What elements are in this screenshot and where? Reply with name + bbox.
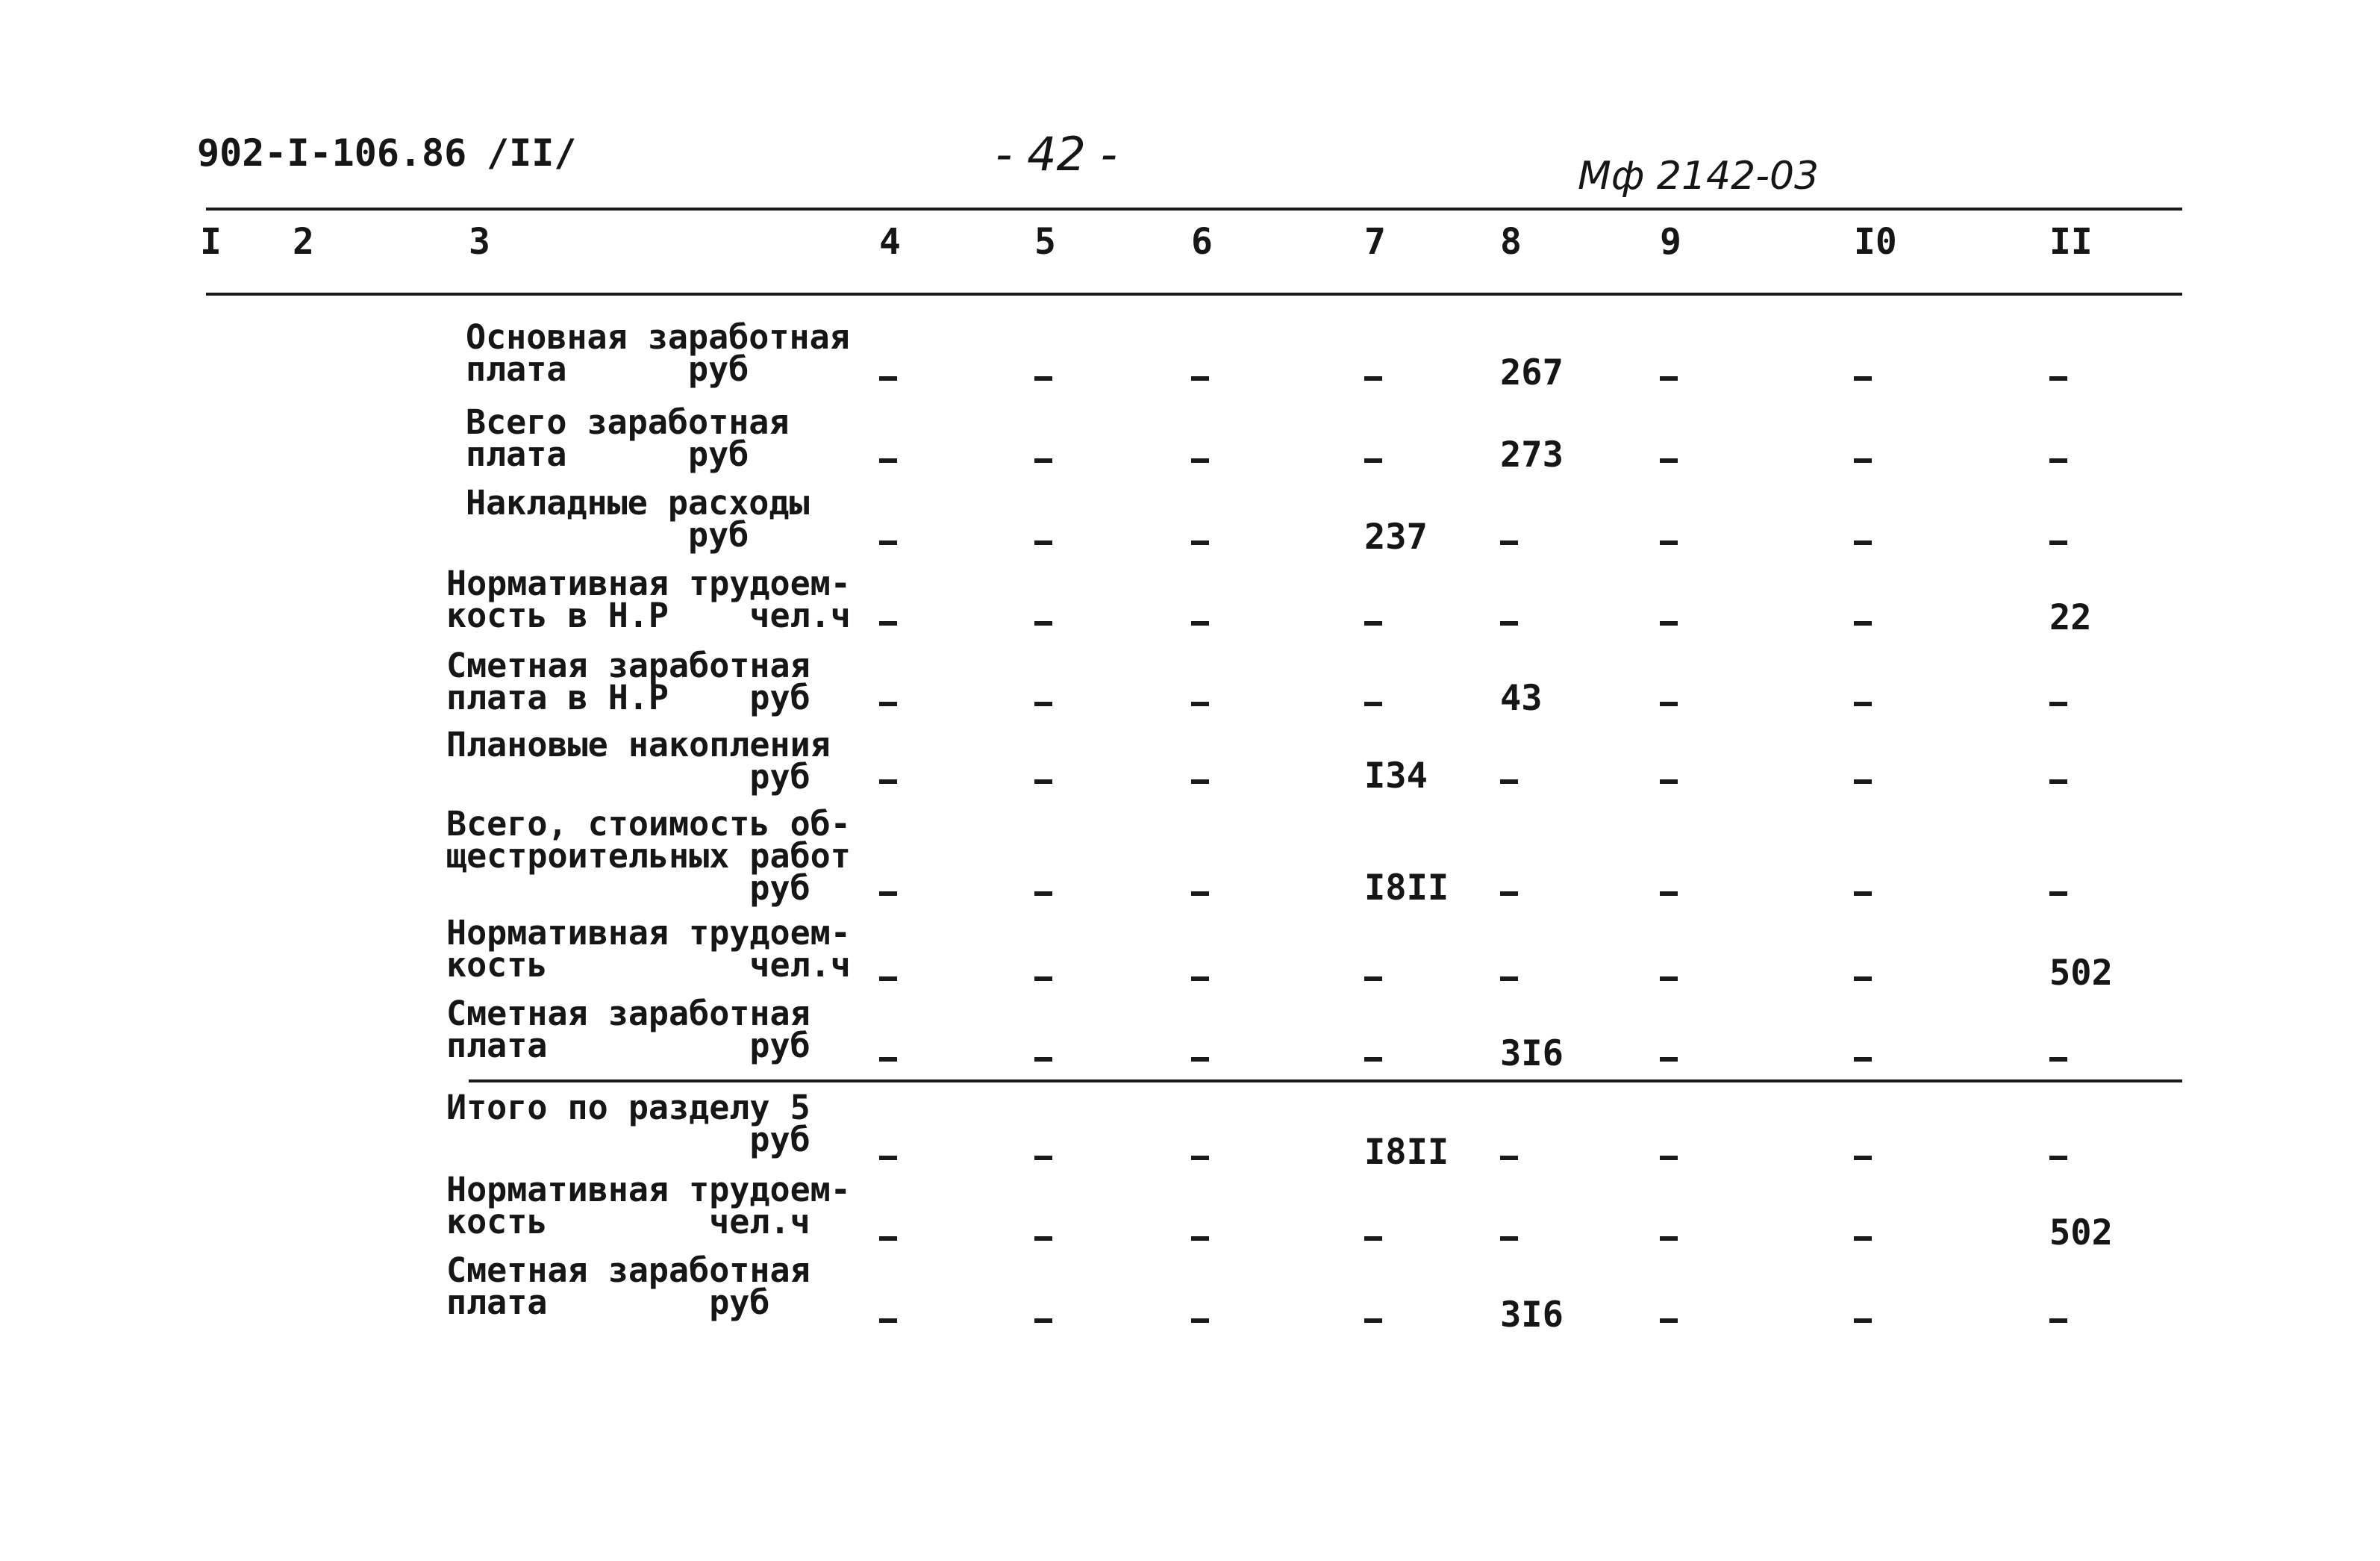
row-label-line: Нормативная трудоем- (446, 1170, 851, 1209)
cell-dash (2049, 891, 2067, 896)
cell-dash (1364, 976, 1382, 981)
row-label-line: Итого по разделу 5 (446, 1088, 810, 1127)
column-header-6: 6 (1191, 221, 1213, 263)
column-header-10: I0 (1854, 221, 1897, 263)
row-label-line: кость в Н.Р чел.ч (446, 596, 851, 635)
row-label-line: руб (446, 1120, 810, 1159)
cell-dash (879, 540, 897, 545)
row-label-line: кость чел.ч (446, 945, 851, 985)
row-label-line: Нормативная трудоем- (446, 913, 851, 953)
section-number: /II/ (487, 131, 577, 175)
row-label-line: Плановые накопления (446, 725, 831, 764)
column-header-2: 2 (293, 221, 314, 263)
column-header-5: 5 (1034, 221, 1056, 263)
cell-dash (879, 1156, 897, 1160)
cell-dash (2049, 1057, 2067, 1062)
cell-dash (1191, 1156, 1209, 1160)
cell-dash (879, 779, 897, 784)
cell-dash (1364, 1057, 1382, 1062)
cell-dash (1191, 376, 1209, 381)
column-header-11: II (2049, 221, 2093, 263)
row-label (446, 1088, 810, 1159)
cell-dash (1854, 1318, 1872, 1323)
cell-value: I8II (1364, 1132, 1449, 1173)
cell-dash (1034, 621, 1052, 626)
cell-dash (1500, 779, 1518, 784)
cell-dash (1034, 540, 1052, 545)
cell-dash (879, 702, 897, 706)
cell-dash (1854, 376, 1872, 381)
cell-dash (1660, 458, 1678, 463)
cell-dash (1191, 1318, 1209, 1323)
cell-dash (1854, 891, 1872, 896)
row-label (446, 913, 851, 985)
cell-value: 43 (1500, 678, 1543, 719)
cell-dash (1034, 1057, 1052, 1062)
cell-dash (1500, 1156, 1518, 1160)
row-label (466, 483, 810, 555)
column-header-9: 9 (1660, 221, 1681, 263)
cell-dash (1034, 702, 1052, 706)
row-label (446, 994, 810, 1065)
cell-dash (1660, 376, 1678, 381)
cell-dash (879, 1318, 897, 1323)
cell-dash (1660, 540, 1678, 545)
row-label-line: руб (466, 515, 749, 555)
row-label-line: плата руб (446, 1283, 770, 1322)
cell-dash (2049, 458, 2067, 463)
row-label (446, 1170, 851, 1241)
cell-dash (879, 1236, 897, 1241)
cell-dash (1034, 1236, 1052, 1241)
cell-dash (1364, 376, 1382, 381)
cell-dash (1191, 891, 1209, 896)
cell-dash (1500, 891, 1518, 896)
archive-stamp: Мф 2142-03 (1578, 154, 1820, 199)
cell-dash (1854, 1156, 1872, 1160)
row-label (446, 804, 851, 908)
cell-dash (1191, 976, 1209, 981)
cell-dash (1500, 1236, 1518, 1241)
cell-dash (1854, 779, 1872, 784)
cell-dash (1660, 1236, 1678, 1241)
column-header-8: 8 (1500, 221, 1522, 263)
cell-value: I8II (1364, 867, 1449, 909)
document-code: 902-I-106.86 (197, 131, 467, 175)
cell-dash (1364, 702, 1382, 706)
cell-dash (1854, 702, 1872, 706)
cell-dash (1191, 458, 1209, 463)
row-label (466, 402, 790, 474)
cell-dash (1660, 976, 1678, 981)
row-label-line: Сметная заработная (446, 646, 810, 685)
cell-dash (2049, 376, 2067, 381)
row-label-line: руб (446, 868, 810, 908)
cell-value: 502 (2049, 953, 2113, 994)
row-label-line: Сметная заработная (446, 1250, 810, 1290)
row-label-line: плата руб (466, 349, 749, 389)
header-bottom-rule (206, 293, 2182, 296)
cell-dash (1660, 1156, 1678, 1160)
page-number: - 42 - (996, 127, 1118, 181)
column-header-3: 3 (469, 221, 490, 263)
column-header-4: 4 (879, 221, 901, 263)
cell-dash (1191, 540, 1209, 545)
column-header-7: 7 (1364, 221, 1386, 263)
cell-dash (879, 458, 897, 463)
cell-value: 237 (1364, 517, 1428, 558)
cell-dash (1854, 976, 1872, 981)
cell-dash (1191, 779, 1209, 784)
cell-dash (1191, 621, 1209, 626)
cell-dash (1034, 779, 1052, 784)
cell-value: 22 (2049, 597, 2092, 638)
cell-dash (1191, 702, 1209, 706)
cell-dash (1854, 1057, 1872, 1062)
cell-dash (1191, 1236, 1209, 1241)
section-total-rule (469, 1079, 2182, 1082)
cell-dash (1034, 1318, 1052, 1323)
cell-dash (879, 976, 897, 981)
row-label-line: Накладные расходы (466, 483, 810, 523)
row-label-line: плата в Н.Р руб (446, 678, 810, 717)
cell-dash (1034, 376, 1052, 381)
cell-dash (1364, 458, 1382, 463)
table-top-rule (206, 208, 2182, 211)
cell-value: I34 (1364, 755, 1428, 797)
row-label-line: Всего заработная (466, 402, 790, 442)
cell-dash (2049, 1156, 2067, 1160)
row-label-line: Основная заработная (466, 317, 850, 357)
cell-dash (1660, 1318, 1678, 1323)
row-label (446, 564, 851, 635)
cell-dash (1500, 540, 1518, 545)
row-label-line: Нормативная трудоем- (446, 564, 851, 603)
cell-dash (2049, 1318, 2067, 1323)
cell-dash (1854, 458, 1872, 463)
column-header-1: I (200, 221, 222, 263)
cell-dash (2049, 540, 2067, 545)
cell-dash (1660, 891, 1678, 896)
cell-dash (1191, 1057, 1209, 1062)
row-label (446, 1250, 810, 1322)
cell-dash (1660, 1057, 1678, 1062)
cell-dash (2049, 702, 2067, 706)
row-label-line: Всего, стоимость об- (446, 804, 851, 844)
cell-value: 3I6 (1500, 1294, 1564, 1336)
cell-value: 273 (1500, 434, 1564, 476)
cell-dash (1660, 702, 1678, 706)
cell-dash (2049, 779, 2067, 784)
cell-dash (879, 1057, 897, 1062)
cell-dash (1034, 1156, 1052, 1160)
cell-dash (1660, 621, 1678, 626)
cell-dash (1364, 621, 1382, 626)
row-label-line: щестроительных работ (446, 836, 851, 876)
row-label (446, 646, 810, 717)
row-label (466, 317, 850, 389)
row-label-line: плата руб (446, 1026, 810, 1065)
cell-dash (879, 891, 897, 896)
cell-dash (879, 376, 897, 381)
cell-dash (1034, 891, 1052, 896)
row-label-line: плата руб (466, 434, 749, 474)
row-label-line: Сметная заработная (446, 994, 810, 1033)
cell-dash (1854, 540, 1872, 545)
cell-dash (1364, 1236, 1382, 1241)
cell-dash (1500, 621, 1518, 626)
cell-dash (1034, 976, 1052, 981)
cell-dash (1854, 1236, 1872, 1241)
cell-value: 267 (1500, 352, 1564, 393)
cell-dash (1854, 621, 1872, 626)
row-label (446, 725, 831, 797)
row-label-line: кость чел.ч (446, 1202, 810, 1241)
cell-value: 502 (2049, 1212, 2113, 1253)
row-label-line: руб (446, 757, 810, 797)
cell-dash (1034, 458, 1052, 463)
cell-dash (1660, 779, 1678, 784)
cell-value: 3I6 (1500, 1033, 1564, 1074)
cell-dash (1364, 1318, 1382, 1323)
cell-dash (879, 621, 897, 626)
cell-dash (1500, 976, 1518, 981)
